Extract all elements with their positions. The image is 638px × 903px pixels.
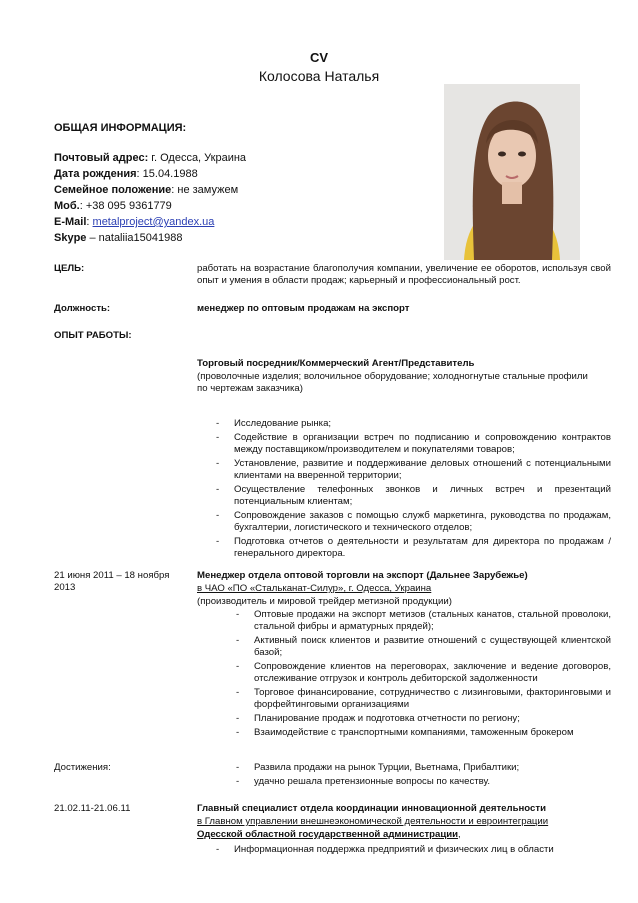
list-item: - Содействие в организации встреч по подписанию и сопровождению контрактов между поставщиком/производителем и покупателями товаров; (216, 432, 611, 455)
list-item: - Установление, развитие и поддерживание деловых отношений с потенциальными клиентами на вверенной территории; (216, 458, 611, 481)
address-value: г. Одесса, Украина (148, 152, 247, 164)
list-item: - Информационная поддержка предприятий и физических лиц в области (216, 844, 554, 855)
job3-org2-line: Одесской областной государственной администрации, (197, 829, 461, 840)
birth-label: Дата рождения (54, 168, 137, 180)
phone-line (54, 198, 172, 214)
job2-desc: (производитель и мировой трейдер метизной продукции) (197, 596, 452, 607)
skype-value: – nataliia15041988 (86, 232, 183, 244)
list-item: - Торговое финансирование, сотрудничество с лизинговыми, факторинговыми и форфейтинговыми организациями (236, 687, 611, 710)
address-label: Почтовый адрес: (54, 152, 149, 164)
family-label: Семейное положение (54, 184, 172, 196)
birth-value: : 15.04.1988 (136, 168, 198, 180)
list-item: - Оптовые продажи на экспорт метизов (стальных канатов, стальной проволоки, стальной фибры и арматурных прядей); (236, 609, 611, 632)
position-value: менеджер по оптовым продажам на экспорт (197, 303, 410, 314)
job2-duties (236, 609, 611, 739)
phone-label: Моб. (54, 200, 80, 212)
list-item: - Подготовка отчетов о деятельности и результатам для директора по продажам / генерального директора. (216, 536, 611, 559)
list-item: - Планирование продаж и подготовка отчетности по региону; (236, 713, 520, 724)
list-item: - Сопровождение заказов с помощью служб маркетинга, руководства по продажам, бухгалтерии, логистического и технического отделов; (216, 510, 611, 533)
position-label: Должность: (54, 303, 111, 314)
family-value: : не замужем (171, 184, 239, 196)
email-line (54, 214, 214, 230)
list-item: - удачно решала претензионные вопросы по качеству. (236, 776, 491, 787)
job1-desc: (проволочные изделия; волочильное оборудование; холодногнутые стальные профили по чертежам заказчика) (197, 371, 588, 394)
phone-value: : +38 095 9361779 (79, 200, 172, 212)
job3-duties (216, 844, 611, 856)
list-item: - Взаимодействие с транспортными компаниями, таможенным брокером (236, 727, 574, 738)
email-label: E-Mail (54, 216, 87, 228)
job3-dates: 21.02.11-21.06.11 (54, 803, 131, 814)
list-item: - Активный поиск клиентов и развитие отношений с существующей клиентской базой; (236, 635, 611, 658)
achievements-list (236, 762, 611, 788)
full-name: Колосова Наталья (258, 68, 380, 84)
job3-org2: Одесской областной государственной администрации (197, 829, 459, 840)
job2-title: Менеджер отдела оптовой торговли на экспорт (Дальнее Зарубежье) (197, 570, 528, 581)
job2-company: в ЧАО «ПО «Стальканат-Силур», г. Одесса, Украина (197, 583, 432, 594)
list-item: - Сопровождение клиентов на переговорах, заключение и ведение договоров, отслеживание отгрузок и контроль дебиторской задолженности (236, 661, 611, 684)
job3-title: Главный специалист отдела координации инновационной деятельности (197, 803, 546, 814)
skype-line (54, 230, 182, 246)
address-line (54, 150, 246, 166)
goal-label: ЦЕЛЬ: (54, 263, 85, 274)
portrait-illustration (444, 84, 580, 260)
list-item: - Исследование рынка; (216, 418, 332, 429)
skype-label: Skype (54, 232, 87, 244)
cv-title: CV (309, 50, 329, 65)
job3-org1: в Главном управлении внешнеэкономической деятельности и евроинтеграции (197, 816, 549, 827)
job1-duties (216, 418, 611, 560)
job2-dates: 21 июня 2011 – 18 ноября 2013 (54, 570, 170, 593)
list-item: - Развила продажи на рынок Турции, Вьетнама, Прибалтики; (236, 762, 520, 773)
portrait-photo (444, 84, 580, 260)
general-heading: ОБЩАЯ ИНФОРМАЦИЯ: (54, 122, 187, 134)
email-sep: : (86, 216, 93, 228)
birth-line (54, 166, 198, 182)
experience-heading: ОПЫТ РАБОТЫ: (54, 330, 132, 341)
list-item: - Осуществление телефонных звонков и личных встреч и презентаций потенциальным клиентам; (216, 484, 611, 507)
family-line (54, 182, 238, 198)
job1-title: Торговый посредник/Коммерческий Агент/Представитель (197, 358, 475, 369)
email-link[interactable]: metalproject@yandex.ua (92, 216, 215, 228)
achievements-label: Достижения: (54, 762, 111, 773)
goal-text: работать на возрастание благополучия компании, увеличение ее оборотов, используя свой опыт и умения в области продаж; карьерный и профессиональный рост. (197, 263, 611, 286)
